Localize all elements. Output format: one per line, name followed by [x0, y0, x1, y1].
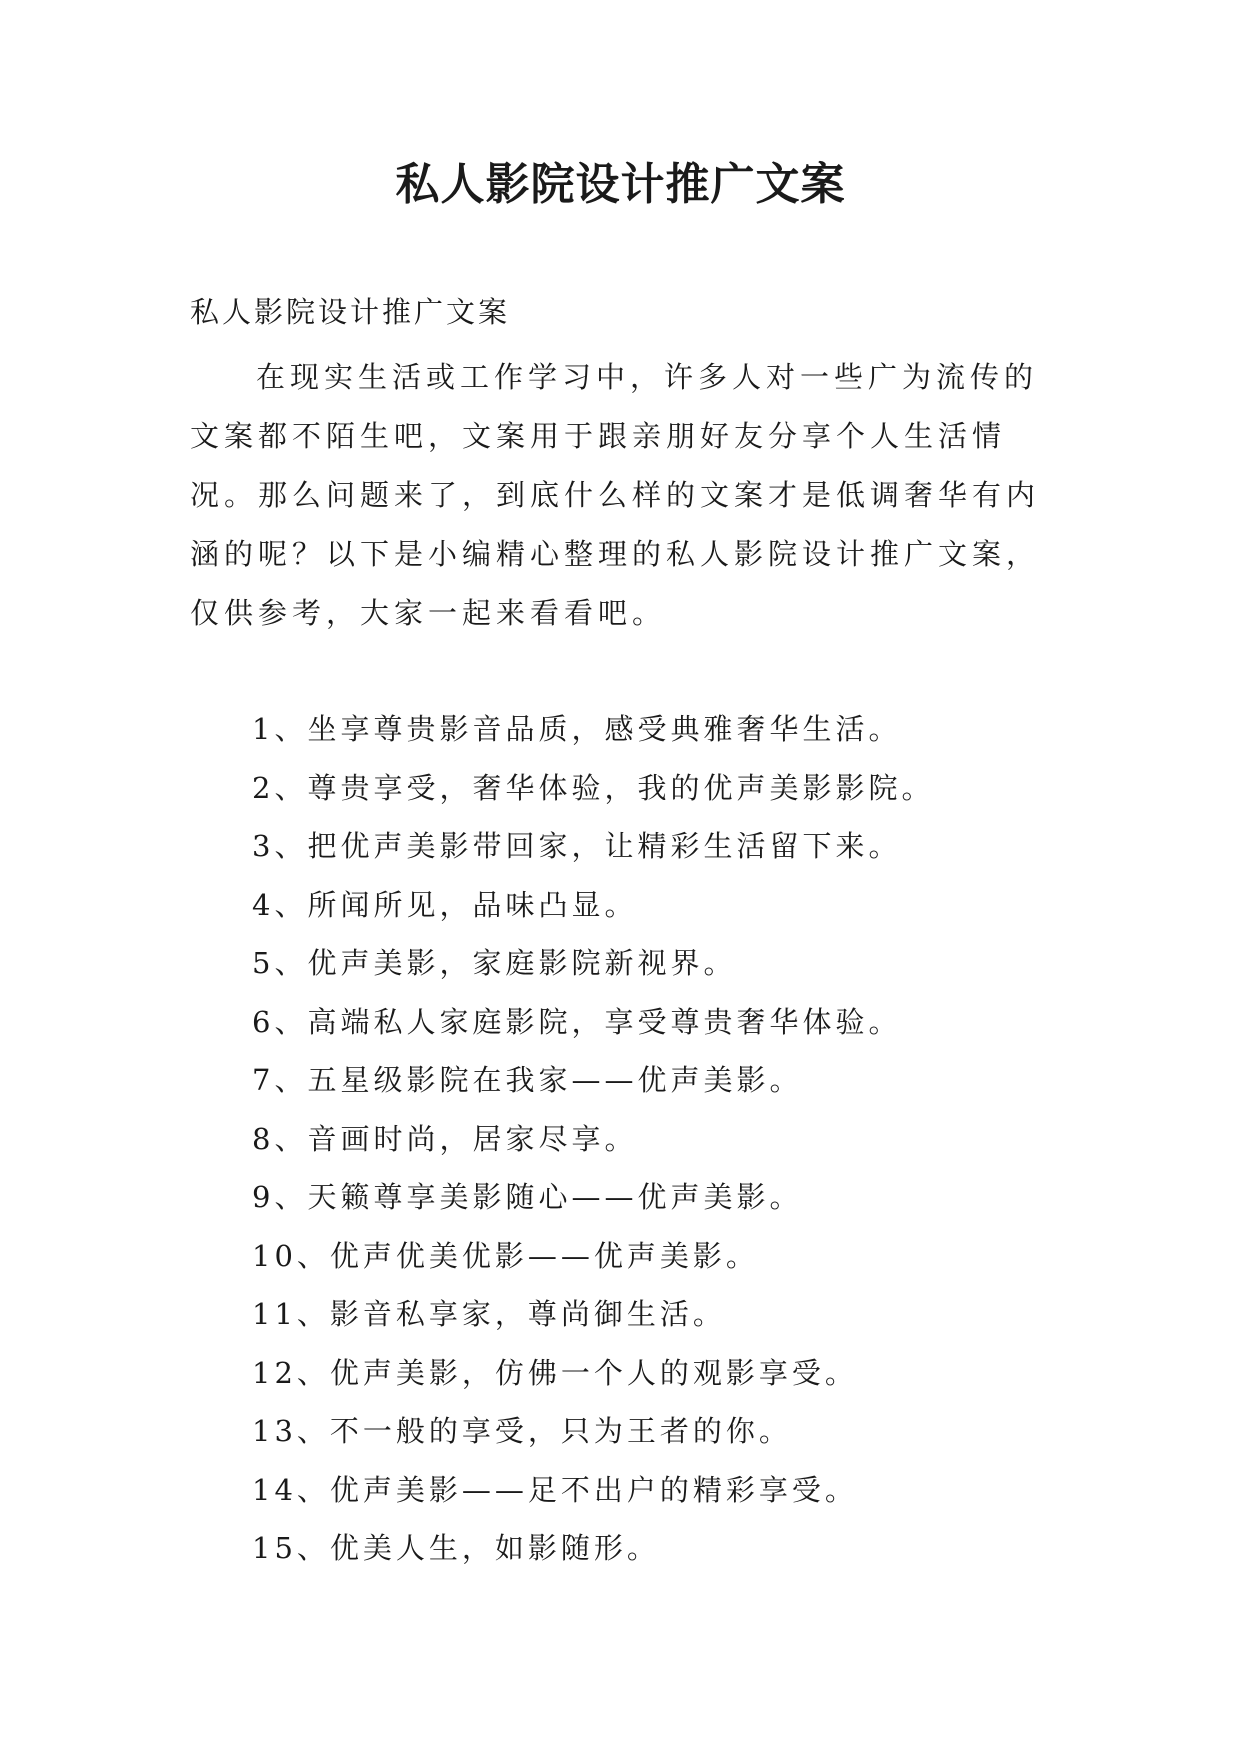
list-item: 13、不一般的享受，只为王者的你。 [252, 1414, 792, 1448]
list-item: 6、高端私人家庭影院，享受尊贵奢华体验。 [252, 1004, 902, 1039]
document-subtitle: 私人影院设计推广文案 [190, 295, 511, 329]
list-item: 10、优声优美优影——优声美影。 [252, 1238, 759, 1273]
list-item: 1、坐享尊贵影音品质，感受典雅奢华生活。 [252, 712, 902, 746]
list-item: 3、把优声美影带回家，让精彩生活留下来。 [252, 829, 902, 863]
list-item: 15、优美人生，如影随形。 [252, 1531, 660, 1565]
list-item: 9、天籁尊享美影随心——优声美影。 [252, 1180, 803, 1214]
intro-paragraph: 在现实生活或工作学习中，许多人对一些广为流传的文案都不陌生吧，文案用于跟亲朋好友分享个人生活情况。那么问题来了，到底什么样的文案才是低调奢华有内涵的呢？以下是小编精心整理的私人影院设计推广文案，仅供参考，大家一起来看看吧。 [190, 360, 1041, 630]
list-item: 14、优声美影——足不出户的精彩享受。 [252, 1472, 858, 1507]
list-item: 12、优声美影，仿佛一个人的观影享受。 [252, 1355, 858, 1390]
list-item: 4、所闻所见，品味凸显。 [252, 887, 638, 922]
list-item: 5、优声美影，家庭影院新视界。 [252, 946, 737, 980]
list-item: 8、音画时尚，居家尽享。 [252, 1121, 638, 1156]
list-item: 2、尊贵享受，奢华体验，我的优声美影影院。 [252, 770, 935, 805]
document-title: 私人影院设计推广文案 [395, 159, 846, 210]
list-item: 7、五星级影院在我家——优声美影。 [252, 1063, 803, 1097]
slogan-list [252, 700, 934, 1578]
list-item: 11、影音私享家，尊尚御生活。 [252, 1297, 726, 1331]
